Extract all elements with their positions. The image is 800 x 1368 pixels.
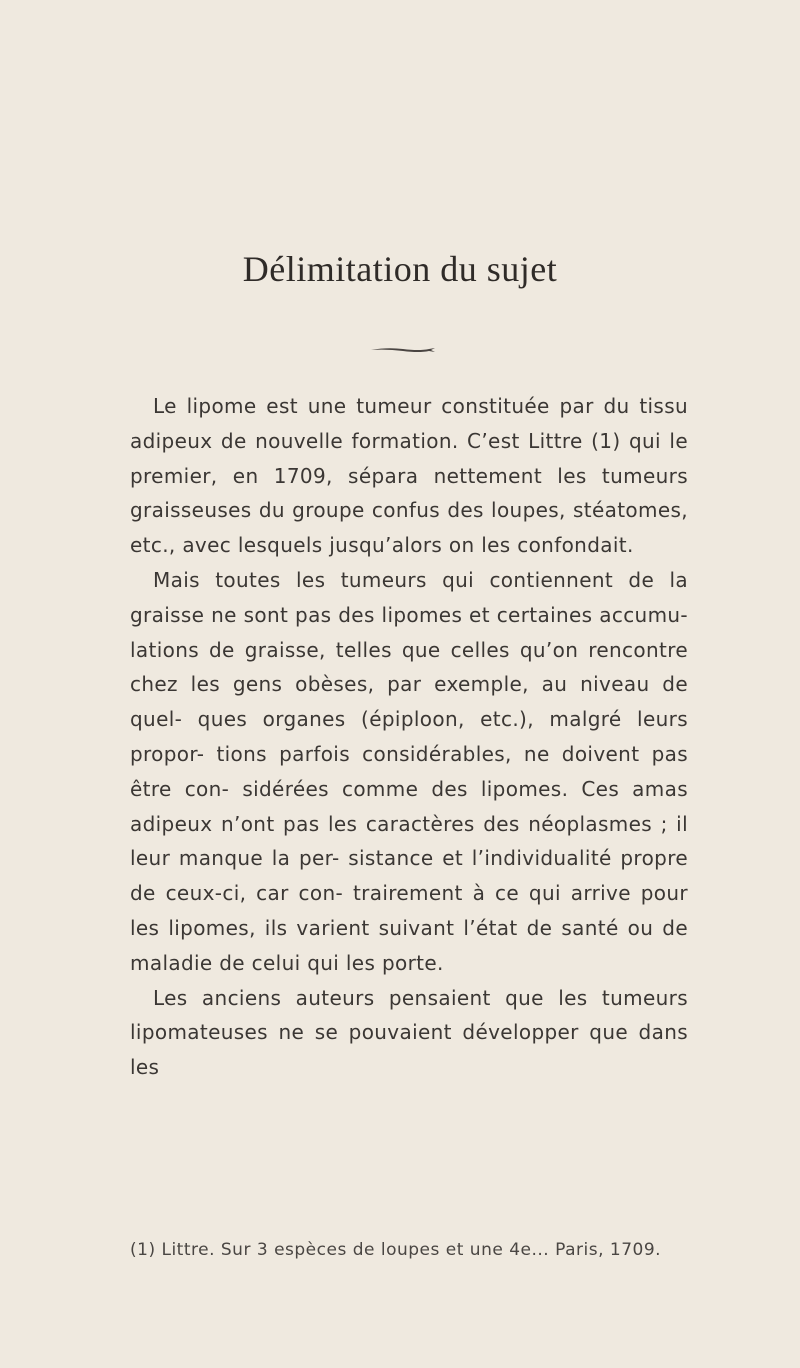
paragraph-1: Le lipome est une tumeur constituée par du tissu adipeux de nouvelle formation. C’est Littre (1) qui le premier, en 1709, sépara nettement les tumeurs graisseuses du groupe confus des loupes, stéatomes, etc., avec lesquels jusqu’alors on les confondait. xyxy=(130,394,688,558)
page-title: Délimitation du sujet xyxy=(242,249,558,289)
footnote: (1) Littre. Sur 3 espèces de loupes et une 4e... Paris, 1709. xyxy=(130,1240,662,1260)
title-ornament xyxy=(369,346,437,354)
paragraph-3: Les anciens auteurs pensaient que les tumeurs lipomateuses ne se pouvaient développer que dans les xyxy=(130,985,688,1080)
body-text xyxy=(130,389,688,1085)
paragraph-2: Mais toutes les tumeurs qui contiennent de la graisse ne sont pas des lipomes et certaines accumu- lations de graisse, telles que celles qu’on rencontre chez les gens obèses, par exemple, au niveau de quel- ques organes (épiploon, etc.), malgré leurs propor- tions parfois considérables, ne doivent pas être con- sidérées comme des lipomes. Ces amas adipeux n’ont pas les caractères des néoplasmes ; il leur manque la per- sistance et l’individualité propre de ceux-ci, car con- trairement à ce qui arrive pour les lipomes, ils varient suivant l’état de santé ou de maladie de celui qui les porte. xyxy=(130,567,688,975)
